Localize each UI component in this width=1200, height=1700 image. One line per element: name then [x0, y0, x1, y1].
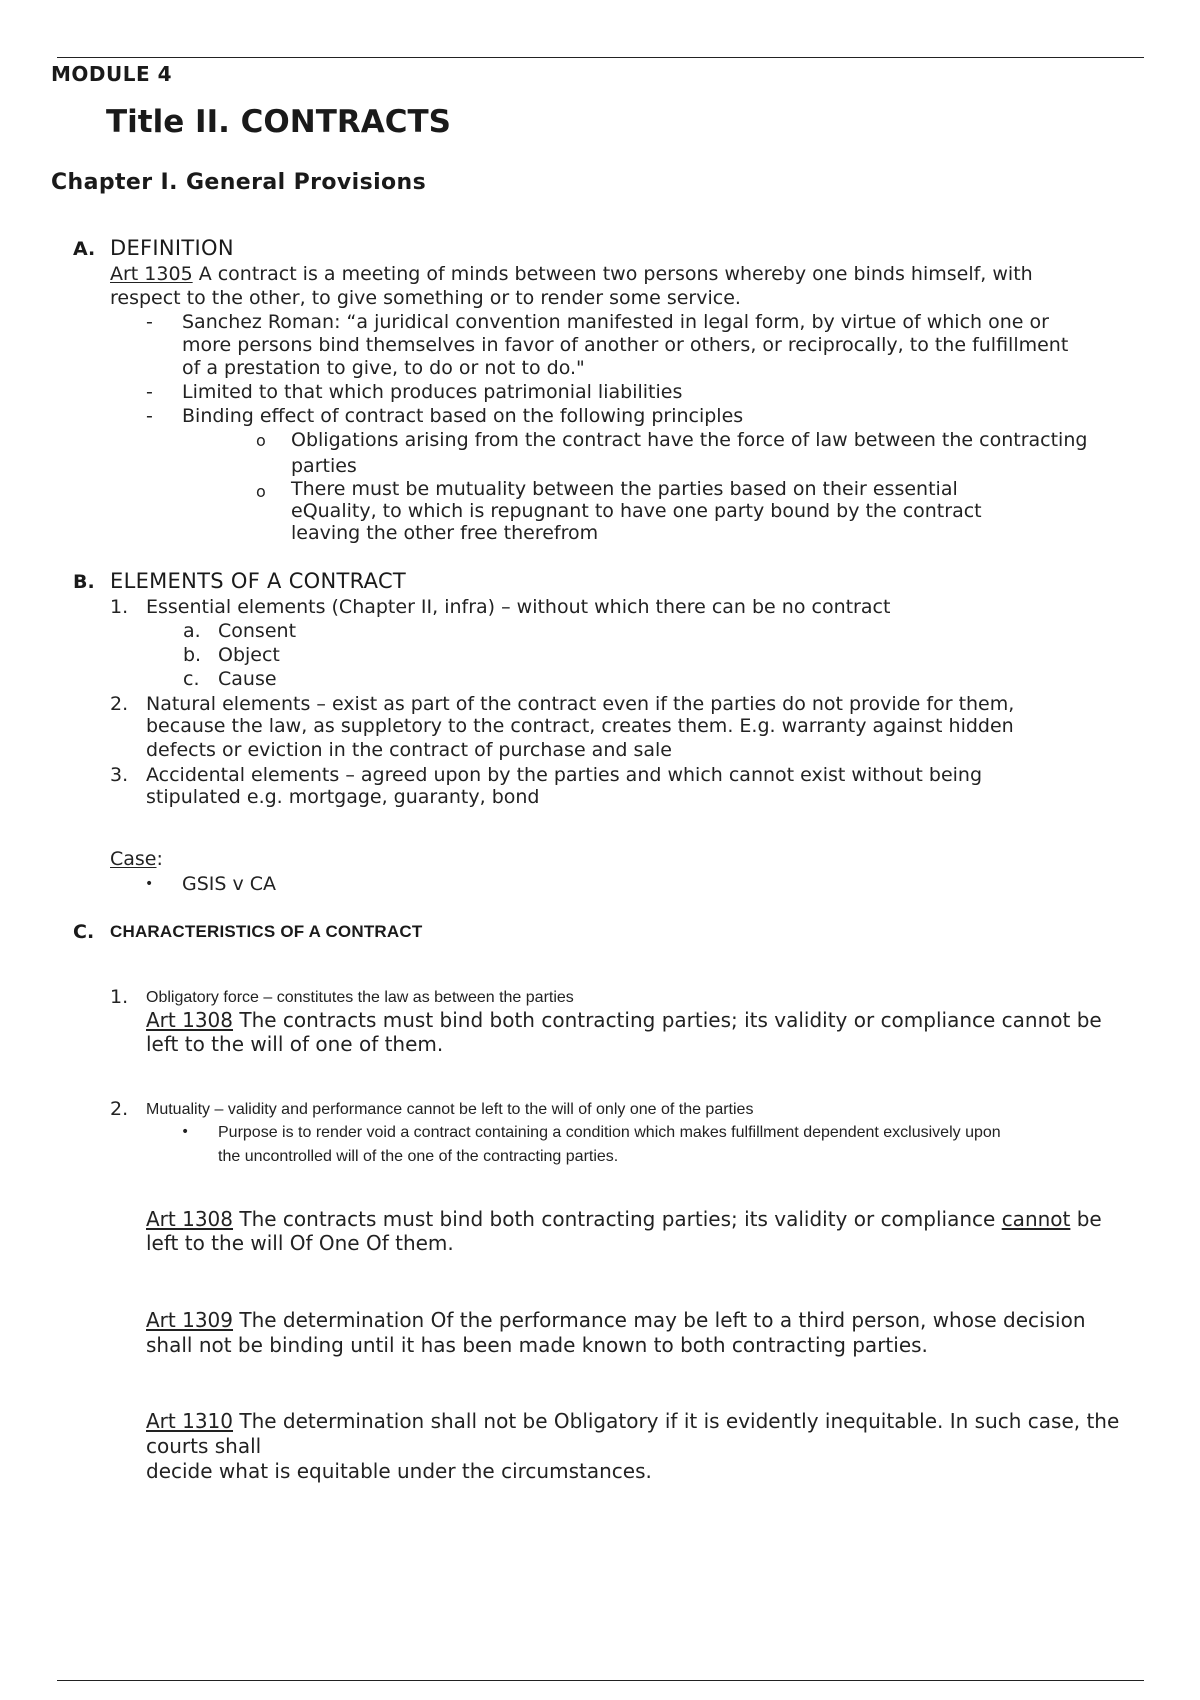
art-1305-line1: Art 1305 A contract is a meeting of minds between two persons whereby one binds himself, with [110, 263, 1033, 285]
art-1308-b-line2: left to the will Of One Of them. [146, 1231, 454, 1255]
list-number: 2. [110, 693, 129, 715]
art-1308-b-line1: Art 1308 The contracts must bind both contracting parties; its validity or compliance cannot be [146, 1207, 1102, 1231]
round-bullet: • [181, 1124, 190, 1140]
dash-bullet: - [146, 381, 153, 403]
list-number: 2. [110, 1098, 129, 1120]
art-1310-line2: courts shall [146, 1434, 262, 1458]
section-b-letter: B. [73, 571, 95, 593]
section-b-heading: ELEMENTS OF A CONTRACT [110, 569, 407, 593]
section-c-heading: CHARACTERISTICS OF A CONTRACT [110, 922, 423, 941]
module-label: MODULE 4 [51, 62, 173, 86]
list-letter: b. [183, 644, 202, 666]
bullet-binding-effect: Binding effect of contract based on the following principles [182, 405, 744, 427]
list-number: 1. [110, 596, 129, 618]
essential-elements: Essential elements (Chapter II, infra) – without which there can be no contract [146, 596, 891, 618]
sub-mutuality-line3: leaving the other free therefrom [291, 522, 599, 544]
natural-elements-line1: Natural elements – exist as part of the contract even if the parties do not provide for them, [146, 693, 1015, 715]
dash-bullet: - [146, 405, 153, 427]
dash-bullet: - [146, 311, 153, 333]
top-rule [57, 57, 1144, 58]
art-1309-line2: shall not be binding until it has been made known to both contracting parties. [146, 1333, 928, 1357]
art-1305-line2: respect to the other, to give something or to render some service. [110, 287, 741, 309]
page-title: Title II. CONTRACTS [106, 104, 451, 140]
natural-elements-line3: defects or eviction in the contract of purchase and sale [146, 739, 672, 761]
list-letter: c. [183, 668, 200, 690]
case-heading: Case: [110, 848, 163, 870]
art-1308-a-line2: left to the will of one of them. [146, 1032, 444, 1056]
section-a-letter: A. [73, 238, 96, 260]
element-consent: Consent [218, 620, 297, 642]
art-1308-a-line1: Art 1308 The contracts must bind both contracting parties; its validity or compliance cannot be [146, 1008, 1102, 1032]
mutuality: Mutuality – validity and performance cannot be left to the will of only one of the parties [146, 1101, 754, 1118]
bullet-sanchez-line2: more persons bind themselves in favor of another or others, or reciprocally, to the fulfillment [182, 334, 1069, 356]
section-c-letter: C. [73, 921, 95, 943]
element-object: Object [218, 644, 280, 666]
circle-bullet: o [256, 431, 266, 450]
accidental-elements-line2: stipulated e.g. mortgage, guaranty, bond [146, 786, 540, 808]
sub-mutuality-line2: eQuality, to which is repugnant to have one party bound by the contract [291, 500, 982, 522]
bullet-sanchez-line3: of a prestation to give, to do or not to do." [182, 357, 585, 379]
sub-mutuality-line1: There must be mutuality between the parties based on their essential [291, 478, 958, 500]
art-1310-line3: decide what is equitable under the circumstances. [146, 1459, 652, 1483]
mutuality-purpose-line1: Purpose is to render void a contract containing a condition which makes fulfillment dependent exclusively upon [218, 1124, 1001, 1141]
art-1310-line1: Art 1310 The determination shall not be Obligatory if it is evidently inequitable. In such case, the [146, 1409, 1120, 1433]
list-letter: a. [183, 620, 201, 642]
natural-elements-line2: because the law, as suppletory to the contract, creates them. E.g. warranty against hidden [146, 715, 1014, 737]
bullet-patrimonial: Limited to that which produces patrimonial liabilities [182, 381, 683, 403]
sub-obligations-line1: Obligations arising from the contract have the force of law between the contracting [291, 429, 1088, 451]
circle-bullet: o [256, 482, 266, 501]
round-bullet: • [145, 876, 154, 892]
art-1309-line1: Art 1309 The determination Of the performance may be left to a third person, whose decision [146, 1308, 1086, 1332]
bottom-rule [57, 1680, 1144, 1681]
element-cause: Cause [218, 668, 277, 690]
section-a-heading: DEFINITION [110, 236, 234, 260]
list-number: 1. [110, 986, 129, 1008]
sub-obligations-line2: parties [291, 455, 357, 477]
case-gsis: GSIS v CA [182, 873, 277, 895]
obligatory-force: Obligatory force – constitutes the law as between the parties [146, 989, 574, 1006]
bullet-sanchez-line1: Sanchez Roman: “a juridical convention manifested in legal form, by virtue of which one or [182, 311, 1049, 333]
list-number: 3. [110, 764, 129, 786]
mutuality-purpose-line2: the uncontrolled will of the one of the contracting parties. [218, 1148, 619, 1165]
chapter-heading: Chapter I. General Provisions [51, 170, 427, 195]
accidental-elements-line1: Accidental elements – agreed upon by the parties and which cannot exist without being [146, 764, 983, 786]
art-1305-label: Art 1305 [110, 263, 193, 285]
